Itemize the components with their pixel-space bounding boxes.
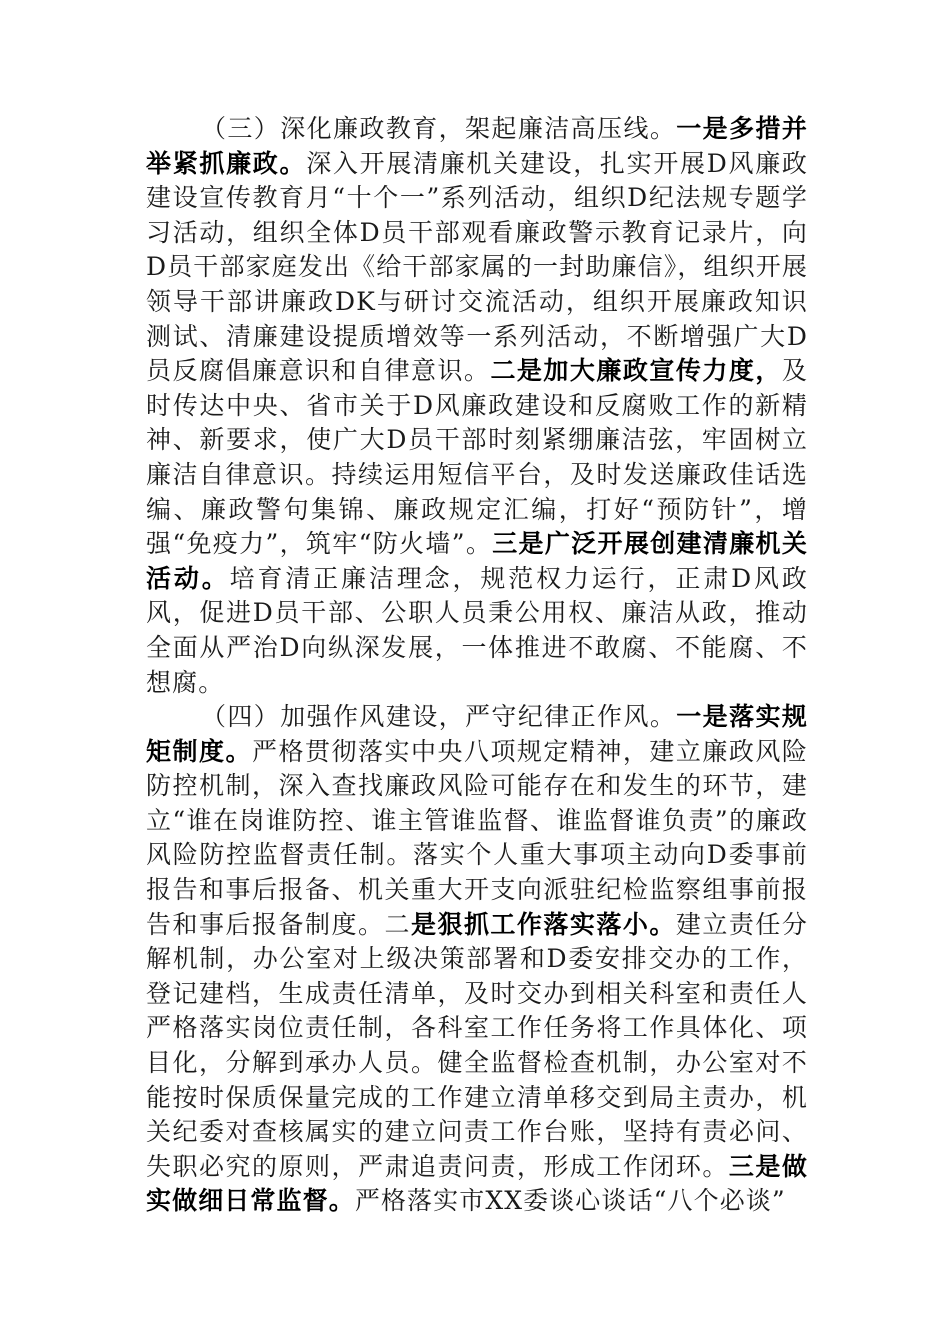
- point-two-publicity: 二是加大廉政宣传力度，: [490, 356, 782, 386]
- document-body: [146, 112, 808, 1219]
- point-three-body: 培育清正廉洁理念，规范权力运行，正肃D风政风，促进D员干部、公职人员秉公用权、廉洁从政，推动全面从严治D向纵深发展，一体推进不敢腐、不能腐、不想腐。: [146, 563, 808, 697]
- point-one-multi-measures: 一是多措并举紧抓廉政。: [146, 114, 808, 178]
- point-one-body: 深入开展清廉机关建设，扎实开展D风廉政建设宣传教育月“十个一”系列活动，组织D纪法规专题学习活动，组织全体D员干部观看廉政警示教育记录片，向D员干部家庭发出《给干部家属的一封助廉信》，组织开展领导干部讲廉政DK与研讨交流活动，组织开展廉政知识测试、清廉建设提质增效等一系列活动，不断增强广大D员反腐倡廉意识和自律意识。: [146, 148, 808, 386]
- point-one-rules: 一是落实规矩制度。: [146, 702, 808, 766]
- paragraph-four: [146, 700, 808, 1219]
- point-two-implementation-body: 建立责任分解机制，办公室对上级决策部署和D委安排交办的工作，登记建档，生成责任清单，及时交办到相关科室和责任人严格落实岗位责任制，各科室工作任务将工作具体化、项目化，分解到承办人员。健全监督检查机制，办公室对不能按时保质保量完成的工作建立清单移交到局主责办，机关纪委对查核属实的建立问责工作台账，坚持有责必问、失职必究的原则，严肃追责问责，形成工作闭环。: [146, 909, 808, 1181]
- point-three-supervision-body: 严格落实市XX委谈心谈话“八个必谈”: [354, 1186, 786, 1216]
- point-one-rules-body: 严格贯彻落实中央八项规定精神，建立廉政风险防控机制，深入查找廉政风险可能存在和发生的环节，建立“谁在岗谁防控、谁主管谁监督、谁监督谁负责”的廉政风险防控监督责任制。落实个人重大事项主动向D委事前报告和事后报备、机关重大开支向派驻纪检监察组事前报告和事后报备制度。二: [146, 736, 808, 939]
- point-two-body: 及时传达中央、省市关于D风廉政建设和反腐败工作的新精神、新要求，使广大D员干部时刻紧绷廉洁弦，牢固树立廉洁自律意识。持续运用短信平台，及时发送廉政佳话选编、廉政警句集锦、廉政规定汇编，打好“预防针”，增强“免疫力”，筑牢“防火墙”。: [146, 356, 808, 559]
- paragraph-four-heading: （四）加强作风建设，严守纪律正作风。: [201, 702, 677, 732]
- point-three-supervision: 三是做实做细日常监督。: [146, 1151, 808, 1216]
- point-two-implementation: 是狠抓工作落实落小。: [410, 909, 676, 939]
- paragraph-three-heading: （三）深化廉政教育，架起廉洁高压线。: [201, 114, 677, 143]
- point-three-clean-organs: 三是广泛开展创建清廉机关活动。: [146, 529, 808, 593]
- paragraph-three: [146, 112, 808, 700]
